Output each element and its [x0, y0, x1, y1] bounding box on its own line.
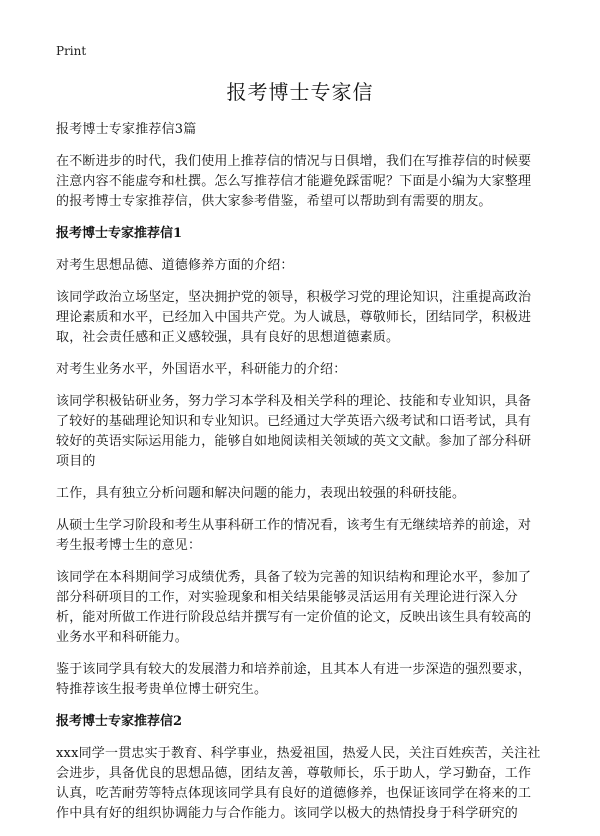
section1-paragraph-1: 对考生思想品德、道德修养方面的介绍： — [56, 258, 294, 273]
intro-paragraph: 在不断进步的时代，我们使用上推荐信的情况与日俱增，我们在写推荐信的时候要注意内容不能虚夸和杜撰。怎么写推荐信才能避免踩雷呢？下面是小编为大家整理的报考博士专家推荐信，供大家参考借鉴，希望可以帮助到有需要的朋友。 — [56, 154, 532, 209]
print-link[interactable]: Print — [56, 44, 87, 58]
section1-paragraph-2: 该同学政治立场坚定，坚决拥护党的领导，积极学习党的理论知识，注重提高政治理论素质和水平，已经加入中国共产党。为人诚恳，尊敬师长，团结同学，积极进取，社会责任感和正义感较强，具有良好的思想道德素质。 — [56, 290, 532, 345]
section1-paragraph-8: 鉴于该同学具有较大的发展潜力和培养前途，且其本人有进一步深造的强烈要求，特推荐该生报考贵单位博士研究生。 — [56, 662, 532, 697]
section1-paragraph-5: 工作，具有独立分析问题和解决问题的能力，表现出较强的科研技能。 — [56, 486, 466, 501]
intro-subtitle: 报考博士专家推荐信3篇 — [56, 122, 197, 137]
section1-paragraph-6: 从硕士生学习阶段和考生从事科研工作的情况看，该考生有无继续培养的前途，对考生报考博士生的意见： — [56, 518, 532, 553]
section2-paragraph-1: xxx同学一贯忠实于教育、科学事业，热爱祖国，热爱人民，关注百姓疾苦，关注社会进步，具备优良的思想品德，团结友善，尊敬师长，乐于助人，学习勤奋，工作认真，吃苦耐劳等特点体现该同学具有良好的道德修养，也保证该同学在将来的工作中具有好的组织协调能力与合作能力。该同学以极大的热情投身于科学研究的 — [56, 746, 541, 821]
section1-paragraph-7: 该同学在本科期间学习成绩优秀，具备了较为完善的知识结构和理论水平，参加了部分科研项目的工作，对实验现象和相关结果能够灵活运用有关理论进行深入分析，能对所做工作进行阶段总结并撰写有一定价值的论文，反映出该生具有较高的业务水平和科研能力。 — [56, 570, 532, 645]
section1-paragraph-3: 对考生业务水平，外国语水平，科研能力的介绍： — [56, 362, 347, 377]
section1-paragraph-4: 该同学积极钻研业务，努力学习本学科及相关学科的理论、技能和专业知识，具备了较好的基础理论知识和专业知识。已经通过大学英语六级考试和口语考试，具有较好的英语实际运用能力，能够自如地阅读相关领域的英文文献。参加了部分科研项目的 — [56, 394, 532, 469]
page-title: 报考博士专家信 — [226, 80, 374, 104]
section1-heading: 报考博士专家推荐信1 — [56, 226, 183, 241]
document-content — [56, 120, 542, 836]
section2-heading: 报考博士专家推荐信2 — [56, 714, 183, 729]
